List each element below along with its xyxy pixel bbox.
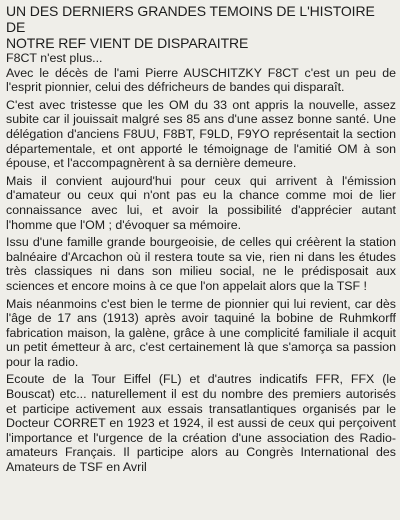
paragraph-5: Mais néanmoins c'est bien le terme de pionnier qui lui revient, car dès l'âge de 17 ans (1913) après avoir taquiné la bobine de Ruhmkorff fabrication maison, la galène, grâce à une complicité familiale il acquit un petit émetteur à arc, c'est certainement là que s'amorça sa passion pour la radio. xyxy=(6,296,396,369)
paragraph-1: Avec le décès de l'ami Pierre AUSCHITZKY F8CT c'est un peu de l'esprit pionnier, celui des défricheurs de bandes qui disparaît. xyxy=(6,65,396,95)
paragraph-6: Ecoute de la Tour Eiffel (FL) et d'autres indicatifs FFR, FFX (le Bouscat) etc... naturellement il est du nombre des premiers autorisés et participe activement aux essais transatlantiques organisés par le Docteur CORRET en 1923 et 1924, il est aussi de ceux qui perçoivent l'importance et l'urgence de la création d'une association des Radio-amateurs Français. Il participe alors au Congrès International des Amateurs de TSF en Avril xyxy=(6,372,396,475)
article-title xyxy=(6,3,396,51)
paragraph-3: Mais il convient aujourd'hui pour ceux qui arrivent à l'émission d'amateur ou ceux qui n'ont pas eu la chance comme moi de lier connaissance avec lui, et avoir la possibilité d'apprécier autant l'homme que l'OM ; d'évoquer sa mémoire. xyxy=(6,173,396,232)
paragraph-2: C'est avec tristesse que les OM du 33 ont appris la nouvelle, assez subite car il jouissait malgré ses 85 ans d'une assez bonne santé. Une délégation d'anciens F8UU, F8BT, F9LD, F9YO représentait la section départementale, et ont apporté le témoignage de l'amitié OM à son épouse, et l'accompagnèrent à sa dernière demeure. xyxy=(6,97,396,171)
paragraph-4: Issu d'une famille grande bourgeoisie, de celles qui créèrent la station balnéaire d'Arcachon où il restera toute sa vie, rien ni dans les études très classiques ni dans son milieu social, ne le prédisposait aux sciences et encore moins à ce que l'on appelait alors que la TSF ! xyxy=(6,235,396,293)
title-line-1: UN DES DERNIERS GRANDES TEMOINS DE L'HISTOIRE DE xyxy=(6,3,375,35)
intro-line: F8CT n'est plus... xyxy=(6,51,103,65)
title-line-2: NOTRE REF VIENT DE DISPARAITRE xyxy=(6,35,249,51)
